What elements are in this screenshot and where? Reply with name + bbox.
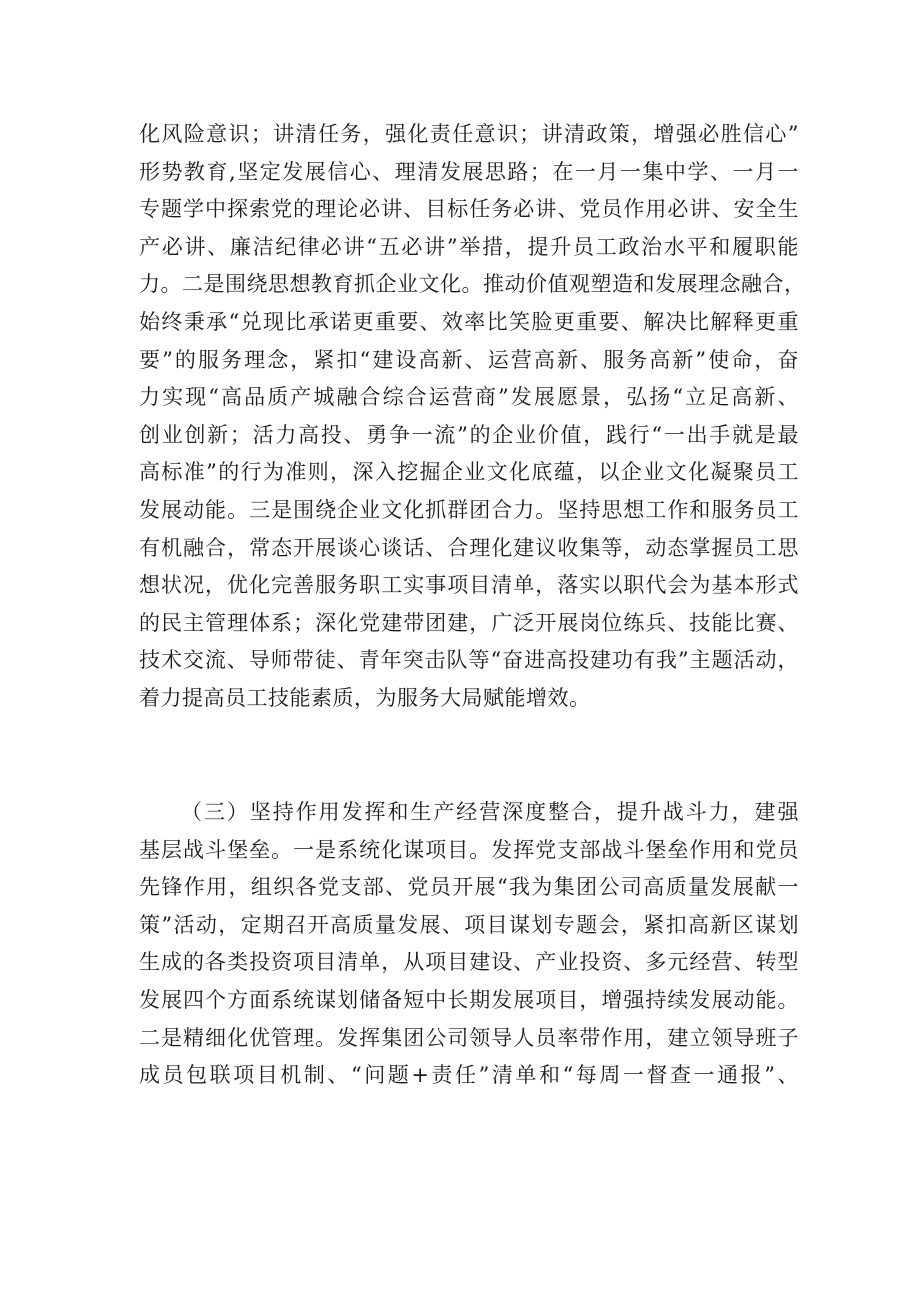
paragraph-line: 力实现“高品质产城融合综合运营商”发展愿景，弘扬“立足高新、 <box>139 385 799 410</box>
paragraph-line: 创业创新；活力高投、勇争一流”的企业价值，践行“一出手就是最 <box>139 422 799 447</box>
paragraph-line: 发展动能。三是围绕企业文化抓群团合力。坚持思想工作和服务员工 <box>139 497 799 522</box>
paragraph-line: 二是精细化优管理。发挥集团公司领导人员率带作用，建立领导班子 <box>139 1025 799 1050</box>
paragraph-line: 的民主管理体系；深化党建带团建，广泛开展岗位练兵、技能比赛、 <box>139 610 799 635</box>
paragraph-line: 策”活动，定期召开高质量发展、项目谋划专题会，紧扣高新区谋划 <box>139 912 799 937</box>
paragraph-line: 想状况，优化完善服务职工实事项目清单，落实以职代会为基本形式 <box>139 573 799 598</box>
paragraph-line: 高标准”的行为准则，深入挖掘企业文化底蕴，以企业文化凝聚员工 <box>139 460 799 485</box>
paragraph-1 <box>139 116 806 718</box>
paragraph-line: 先锋作用，组织各党支部、党员开展“我为集团公司高质量发展献一 <box>139 875 799 900</box>
paragraph-line: 力。二是围绕思想教育抓企业文化。推动价值观塑造和发展理念融合， <box>139 272 806 297</box>
paragraph-line: 基层战斗堡垒。一是系统化谋项目。发挥党支部战斗堡垒作用和党员 <box>139 837 799 862</box>
paragraph-line: 成员包联项目机制、“问题+责任”清单和“每周一督查一通报”、 <box>139 1063 799 1088</box>
paragraph-line: 始终秉承“兑现比承诺更重要、效率比笑脸更重要、解决比解释更重 <box>139 309 799 334</box>
paragraph-line: 发展四个方面系统谋划储备短中长期发展项目，增强持续发展动能。 <box>139 987 799 1012</box>
paragraph-line: 产必讲、廉洁纪律必讲“五必讲”举措，提升员工政治水平和履职能 <box>139 234 799 259</box>
paragraph-line: 形势教育,坚定发展信心、理清发展思路；在一月一集中学、一月一 <box>139 159 799 184</box>
paragraph-2 <box>139 794 799 1095</box>
paragraph-line: 有机融合，常态开展谈心谈话、合理化建议收集等，动态掌握员工思 <box>139 535 799 560</box>
paragraph-line: 专题学中探索党的理论必讲、目标任务必讲、党员作用必讲、安全生 <box>139 197 799 222</box>
paragraph-line: 技术交流、导师带徒、青年突击队等“奋进高投建功有我”主题活动， <box>139 648 799 673</box>
paragraph-line: 要”的服务理念，紧扣“建设高新、运营高新、服务高新”使命，奋 <box>139 347 799 372</box>
paragraph-line: 生成的各类投资项目清单，从项目建设、产业投资、多元经营、转型 <box>139 950 799 975</box>
paragraph-line: （三）坚持作用发挥和生产经营深度整合，提升战斗力，建强 <box>181 800 799 824</box>
paragraph-line: 着力提高员工技能素质，为服务大局赋能增效。 <box>139 685 591 710</box>
paragraph-line: 化风险意识；讲清任务，强化责任意识；讲清政策，增强必胜信心” <box>139 122 799 146</box>
